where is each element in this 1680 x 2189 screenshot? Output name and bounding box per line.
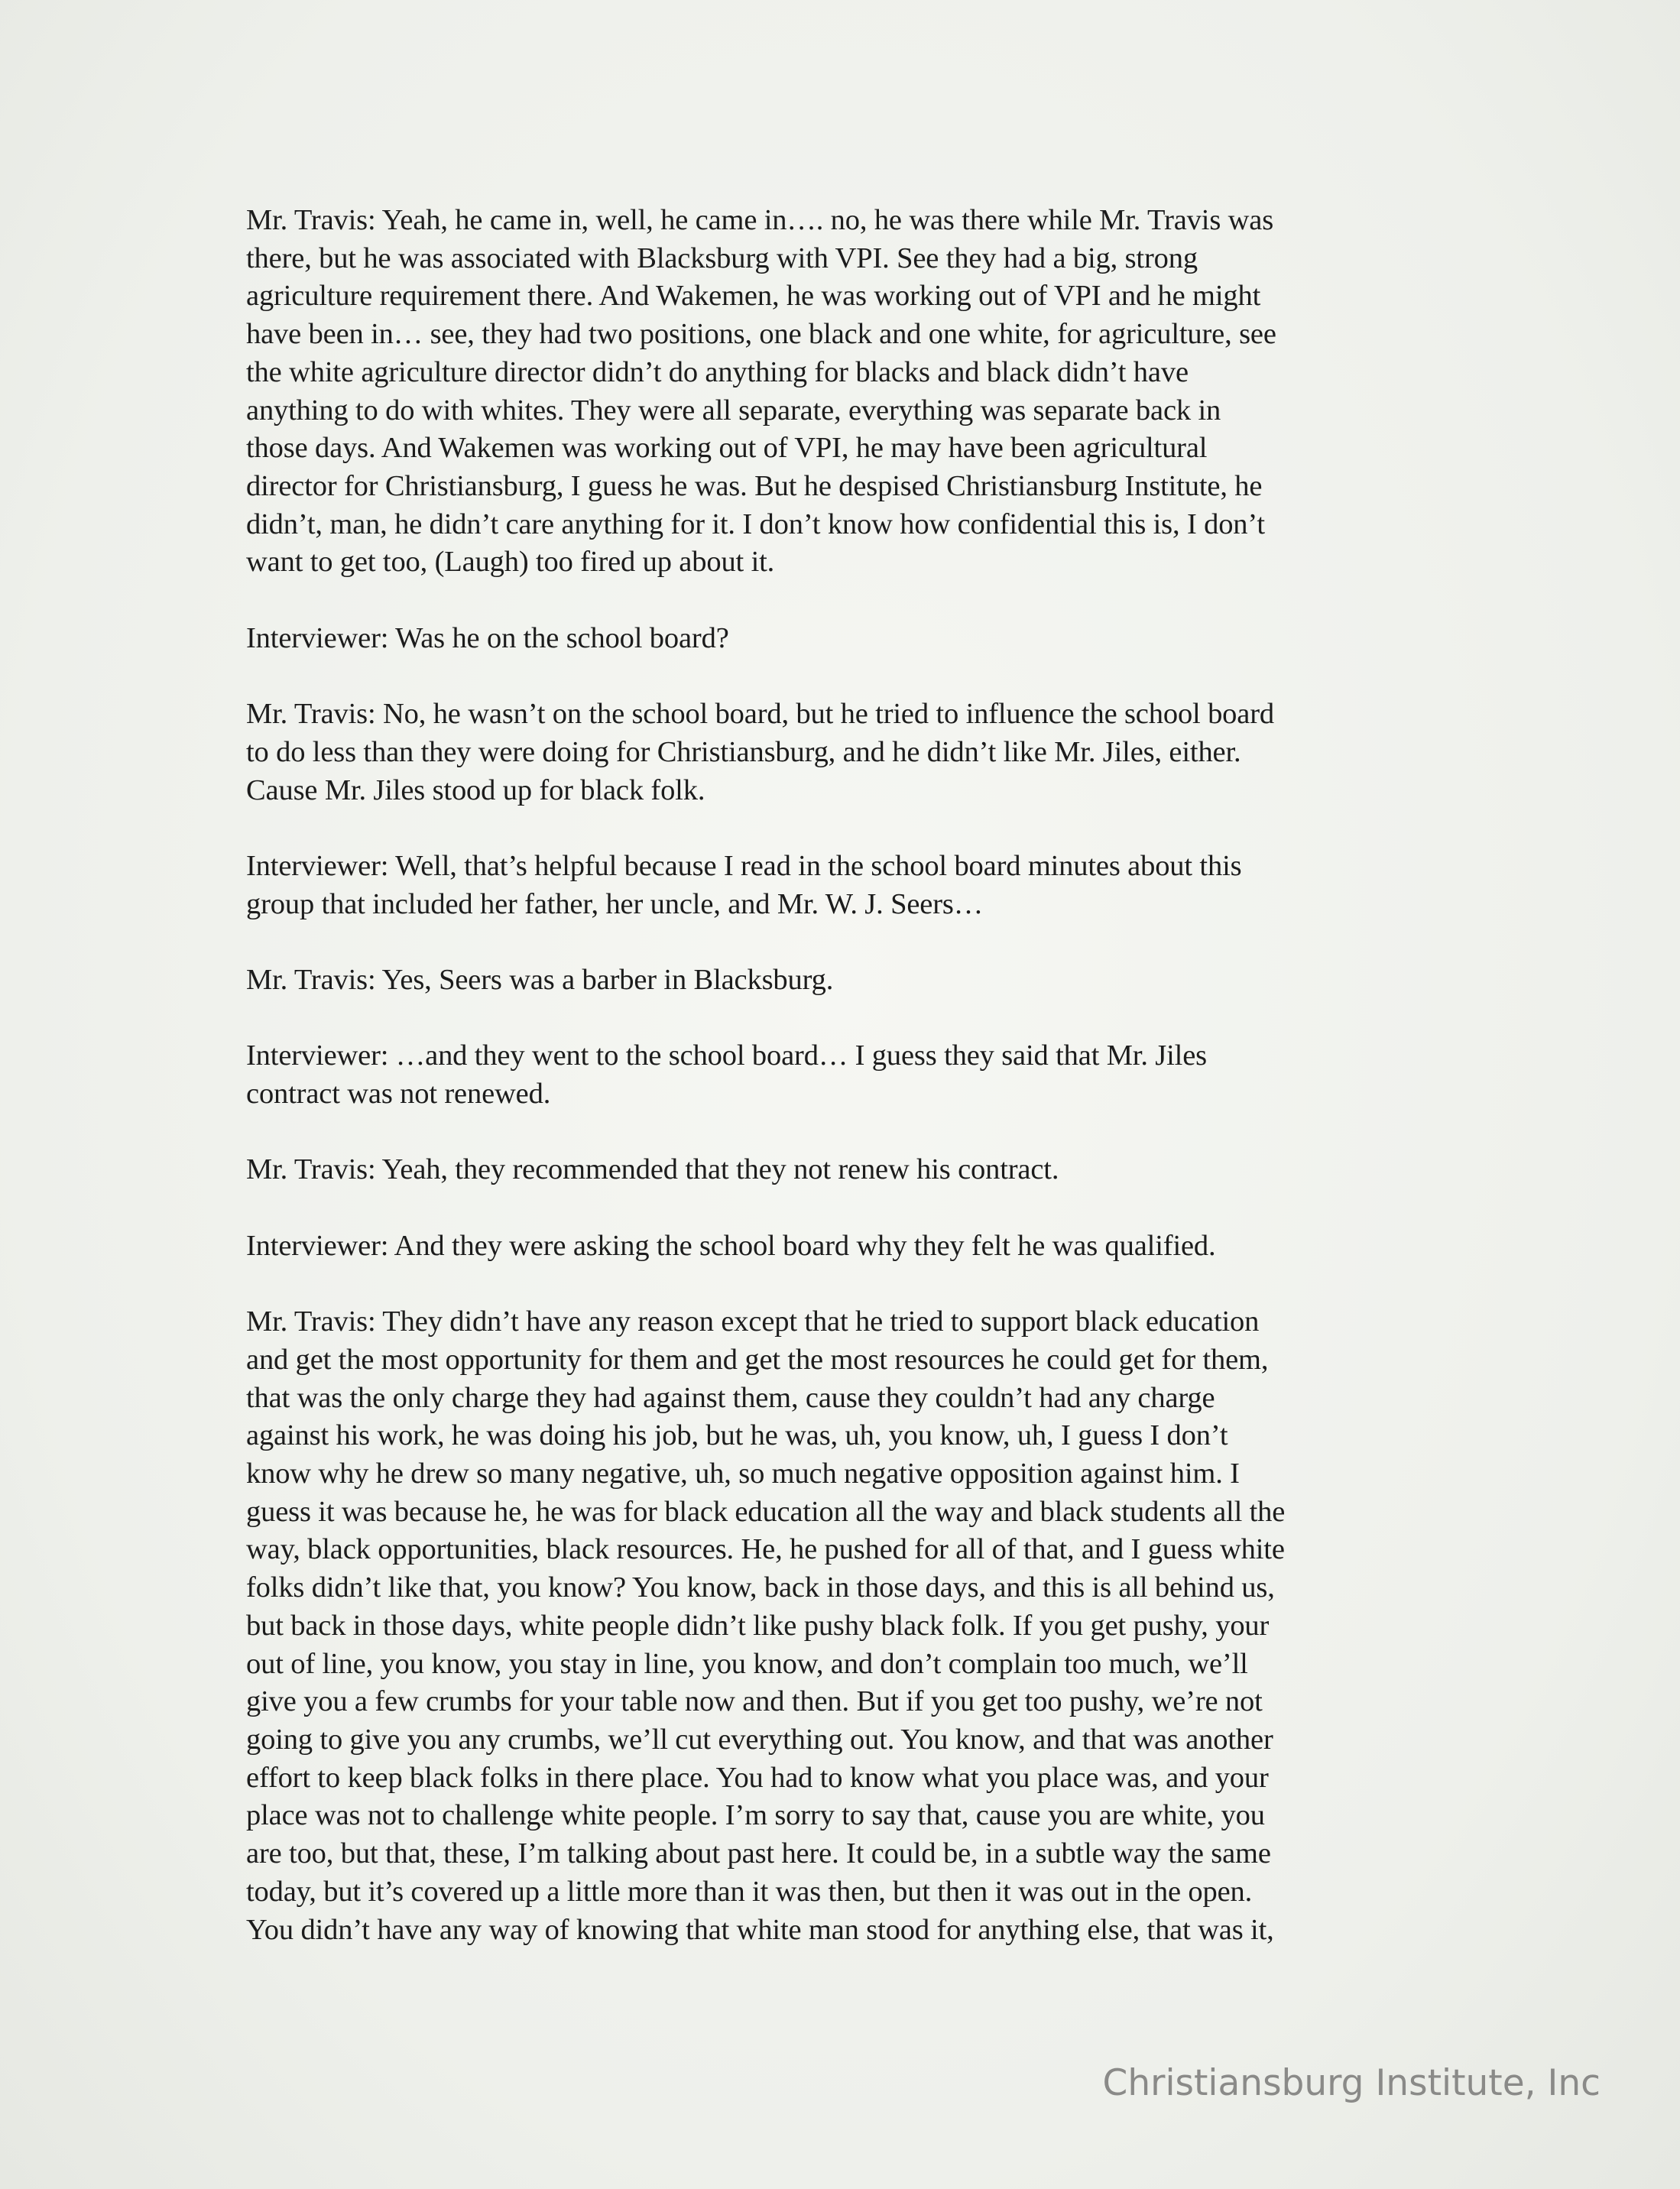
transcript-line: Interviewer: Well, that’s helpful because I read in the school board minutes about this bbox=[246, 849, 1242, 882]
transcript-line: Mr. Travis: Yeah, they recommended that they not renew his contract. bbox=[246, 1153, 1059, 1186]
transcript-line: guess it was because he, he was for black education all the way and black students all the bbox=[246, 1495, 1286, 1528]
transcript-line: effort to keep black folks in there place. You had to know what you place was, and your bbox=[246, 1761, 1269, 1794]
transcript-line: Mr. Travis: No, he wasn’t on the school board, but he tried to influence the school board bbox=[246, 698, 1274, 731]
transcript-paragraph bbox=[246, 1227, 1454, 1266]
transcript-line: the white agriculture director didn’t do anything for blacks and black didn’t have bbox=[246, 355, 1189, 388]
transcript-line: way, black opportunities, black resources. He, he pushed for all of that, and I guess white bbox=[246, 1533, 1285, 1566]
transcript-line: Mr. Travis: They didn’t have any reason except that he tried to support black education bbox=[246, 1305, 1260, 1338]
transcript-paragraph bbox=[246, 202, 1454, 582]
transcript-paragraph bbox=[246, 962, 1454, 1000]
transcript-line: going to give you any crumbs, we’ll cut everything out. You know, and that was another bbox=[246, 1724, 1273, 1756]
transcript-line: anything to do with whites. They were all separate, everything was separate back in bbox=[246, 394, 1221, 426]
transcript-line: out of line, you know, you stay in line, you know, and don’t complain too much, we’ll bbox=[246, 1647, 1248, 1680]
transcript-line: but back in those days, white people didn’t like pushy black folk. If you get pushy, your bbox=[246, 1609, 1270, 1642]
transcript-line: have been in… see, they had two positions, one black and one white, for agriculture, see bbox=[246, 318, 1276, 351]
transcript-paragraph bbox=[246, 848, 1454, 923]
transcript-line: there, but he was associated with Blacksburg with VPI. See they had a big, strong bbox=[246, 242, 1198, 274]
transcript-line: place was not to challenge white people. I’m sorry to say that, cause you are white, you bbox=[246, 1799, 1265, 1832]
transcript-line: are too, but that, these, I’m talking about past here. It could be, in a subtle way the same bbox=[246, 1837, 1271, 1870]
transcript-line: didn’t, man, he didn’t care anything for it. I don’t know how confidential this is, I don’t bbox=[246, 508, 1265, 540]
transcript-line: Mr. Travis: Yes, Seers was a barber in Blacksburg. bbox=[246, 964, 834, 996]
transcript-line: Cause Mr. Jiles stood up for black folk. bbox=[246, 773, 705, 806]
transcript-line: against his work, he was doing his job, but he was, uh, you know, uh, I guess I don’t bbox=[246, 1419, 1228, 1452]
transcript-line: Mr. Travis: Yeah, he came in, well, he came in…. no, he was there while Mr. Travis was bbox=[246, 204, 1274, 236]
transcript-line: know why he drew so many negative, uh, so much negative opposition against him. I bbox=[246, 1458, 1240, 1490]
transcript-line: today, but it’s covered up a little more than it was then, but then it was out in the open. bbox=[246, 1875, 1253, 1908]
transcript-paragraph bbox=[246, 1151, 1454, 1189]
transcript-line: that was the only charge they had against them, cause they couldn’t had any charge bbox=[246, 1381, 1215, 1414]
transcript-line: give you a few crumbs for your table now and then. But if you get too pushy, we’re not bbox=[246, 1685, 1263, 1718]
transcript-line: agriculture requirement there. And Wakemen, he was working out of VPI and he might bbox=[246, 280, 1261, 313]
transcript-line: You didn’t have any way of knowing that white man stood for anything else, that was it, bbox=[246, 1913, 1274, 1946]
transcript-paragraph bbox=[246, 1037, 1454, 1113]
transcript-line: Interviewer: …and they went to the school board… I guess they said that Mr. Jiles bbox=[246, 1039, 1207, 1072]
transcript-paragraph bbox=[246, 1303, 1454, 1949]
transcript-paragraph bbox=[246, 696, 1454, 809]
transcript-paragraph bbox=[246, 620, 1454, 658]
transcript-line: contract was not renewed. bbox=[246, 1078, 551, 1111]
transcript-line: Interviewer: And they were asking the school board why they felt he was qualified. bbox=[246, 1229, 1216, 1262]
transcript-line: group that included her father, her uncle, and Mr. W. J. Seers… bbox=[246, 887, 984, 920]
transcript-line: folks didn’t like that, you know? You know, back in those days, and this is all behind us, bbox=[246, 1571, 1275, 1604]
interview-transcript bbox=[246, 202, 1454, 1987]
transcript-line: director for Christiansburg, I guess he was. But he despised Christiansburg Institute, he bbox=[246, 469, 1263, 502]
watermark: Christiansburg Institute, Inc bbox=[1102, 2062, 1601, 2104]
transcript-line: to do less than they were doing for Christiansburg, and he didn’t like Mr. Jiles, either. bbox=[246, 735, 1241, 768]
transcript-line: those days. And Wakemen was working out of VPI, he may have been agricultural bbox=[246, 432, 1208, 465]
transcript-line: Interviewer: Was he on the school board? bbox=[246, 621, 729, 654]
transcript-line: and get the most opportunity for them and get the most resources he could get for them, bbox=[246, 1343, 1269, 1376]
transcript-line: want to get too, (Laugh) too fired up about it. bbox=[246, 546, 775, 579]
